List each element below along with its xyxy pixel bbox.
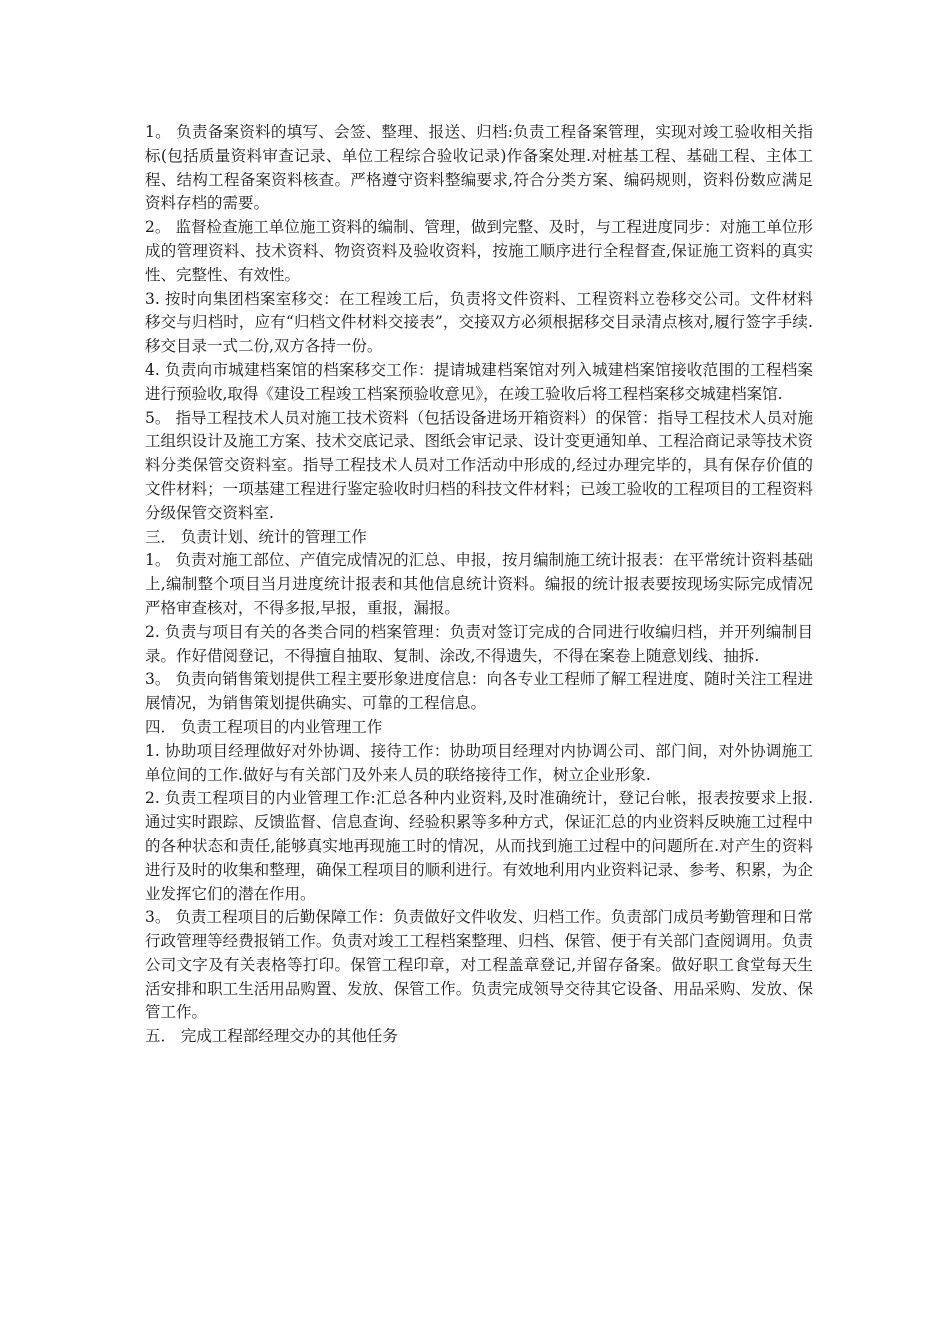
paragraph-archive-filing: 1。 负责备案资料的填写、会签、整理、报送、归档:负责工程备案管理，实现对竣工验收相关指标(包括质量资料审查记录、单位工程综合验收记录)作备案处理.对桩基工程、基础工程、主体工程、结构工程备案资料核查。严格遵守资料整编要求,符合分类方案、编码规则，资料份数应满足资料存档的需要。 <box>145 123 813 213</box>
paragraph-group-archive-transfer: 3. 按时向集团档案室移交：在工程竣工后，负责将文件资料、工程资料立卷移交公司。文件材料移交与归档时，应有“归档文件材料交接表”，交接双方必须根据移交目录清点核对,履行签字手续.移交目录一式二份,双方各持一份。 <box>145 289 813 356</box>
paragraph-progress-info: 3。 负责向销售策划提供工程主要形象进度信息：向各专业工程师了解工程进度、随时关注工程进展情况，为销售策划提供确实、可靠的工程信息。 <box>145 670 813 713</box>
section-heading-planning-statistics: 三． 负责计划、统计的管理工作 <box>145 527 367 546</box>
paragraph-internal-management: 2. 负责工程项目的内业管理工作:汇总各种内业资料,及时准确统计，登记台帐，报表按要求上报.通过实时跟踪、反馈监督、信息查询、经验积累等多种方式，保证汇总的内业资料反映施工过程中的各种状态和责任,能够真实地再现施工时的情况，从而找到施工过程中的问题所在.对产生的资料进行及时的收集和整理，确保工程项目的顺利进行。有效地利用内业资料记录、参考、积累，为企业发挥它们的潜在作用。 <box>145 789 813 903</box>
section-heading-internal-management: 四． 负责工程项目的内业管理工作 <box>145 717 383 736</box>
paragraph-statistics-reports: 1。 负责对施工部位、产值完成情况的汇总、申报，按月编制施工统计报表：在平常统计资料基础上,编制整个项目当月进度统计报表和其他信息统计资料。编报的统计报表要按现场实际完成情况严格审查核对，不得多报,早报，重报，漏报。 <box>145 551 813 617</box>
paragraph-contract-archive: 2. 负责与项目有关的各类合同的档案管理：负责对签订完成的合同进行收编归档，并开列编制目录。作好借阅登记，不得擅自抽取、复制、涂改,不得遗失，不得在案卷上随意划线、抽拆. <box>145 622 813 665</box>
paragraph-technical-materials: 5。 指导工程技术人员对施工技术资料（包括设备进场开箱资料）的保管：指导工程技术人员对施工组织设计及施工方案、技术交底记录、图纸会审记录、设计变更通知单、工程洽商记录等技术资料分类保管交资料室。指导工程技术人员对工作活动中形成的,经过办理完毕的，具有保存价值的文件材料；一项基建工程进行鉴定验收时归档的科技文件材料；已竣工验收的工程项目的工程资料分级保管交资料室. <box>145 408 813 522</box>
document-body <box>145 121 813 1049</box>
paragraph-coordination-reception: 1. 协助项目经理做好对外协调、接待工作：协助项目经理对内协调公司、部门间，对外协调施工单位间的工作.做好与有关部门及外来人员的联络接待工作，树立企业形象. <box>145 741 813 784</box>
section-heading-other-tasks: 五． 完成工程部经理交办的其他任务 <box>145 1027 398 1046</box>
paragraph-supervise-materials: 2。 监督检查施工单位施工资料的编制、管理，做到完整、及时，与工程进度同步：对施工单位形成的管理资料、技术资料、物资资料及验收资料，按施工顺序进行全程督查,保证施工资料的真实性、完整性、有效性。 <box>145 218 813 284</box>
paragraph-city-archive-transfer: 4. 负责向市城建档案馆的档案移交工作：提请城建档案馆对列入城建档案馆接收范围的工程档案进行预验收,取得《建设工程竣工档案预验收意见》，在竣工验收后将工程档案移交城建档案馆. <box>145 360 813 403</box>
paragraph-logistics-support: 3。 负责工程项目的后勤保障工作：负责做好文件收发、归档工作。负责部门成员考勤管理和日常行政管理等经费报销工作。负责对竣工工程档案整理、归档、保管、便于有关部门查阅调用。负责公司文字及有关表格等打印。保管工程印章，对工程盖章登记,并留存备案。做好职工食堂每天生活安排和职工生活用品购置、发放、保管工作。负责完成领导交待其它设备、用品采购、发放、保管工作。 <box>145 908 813 1022</box>
